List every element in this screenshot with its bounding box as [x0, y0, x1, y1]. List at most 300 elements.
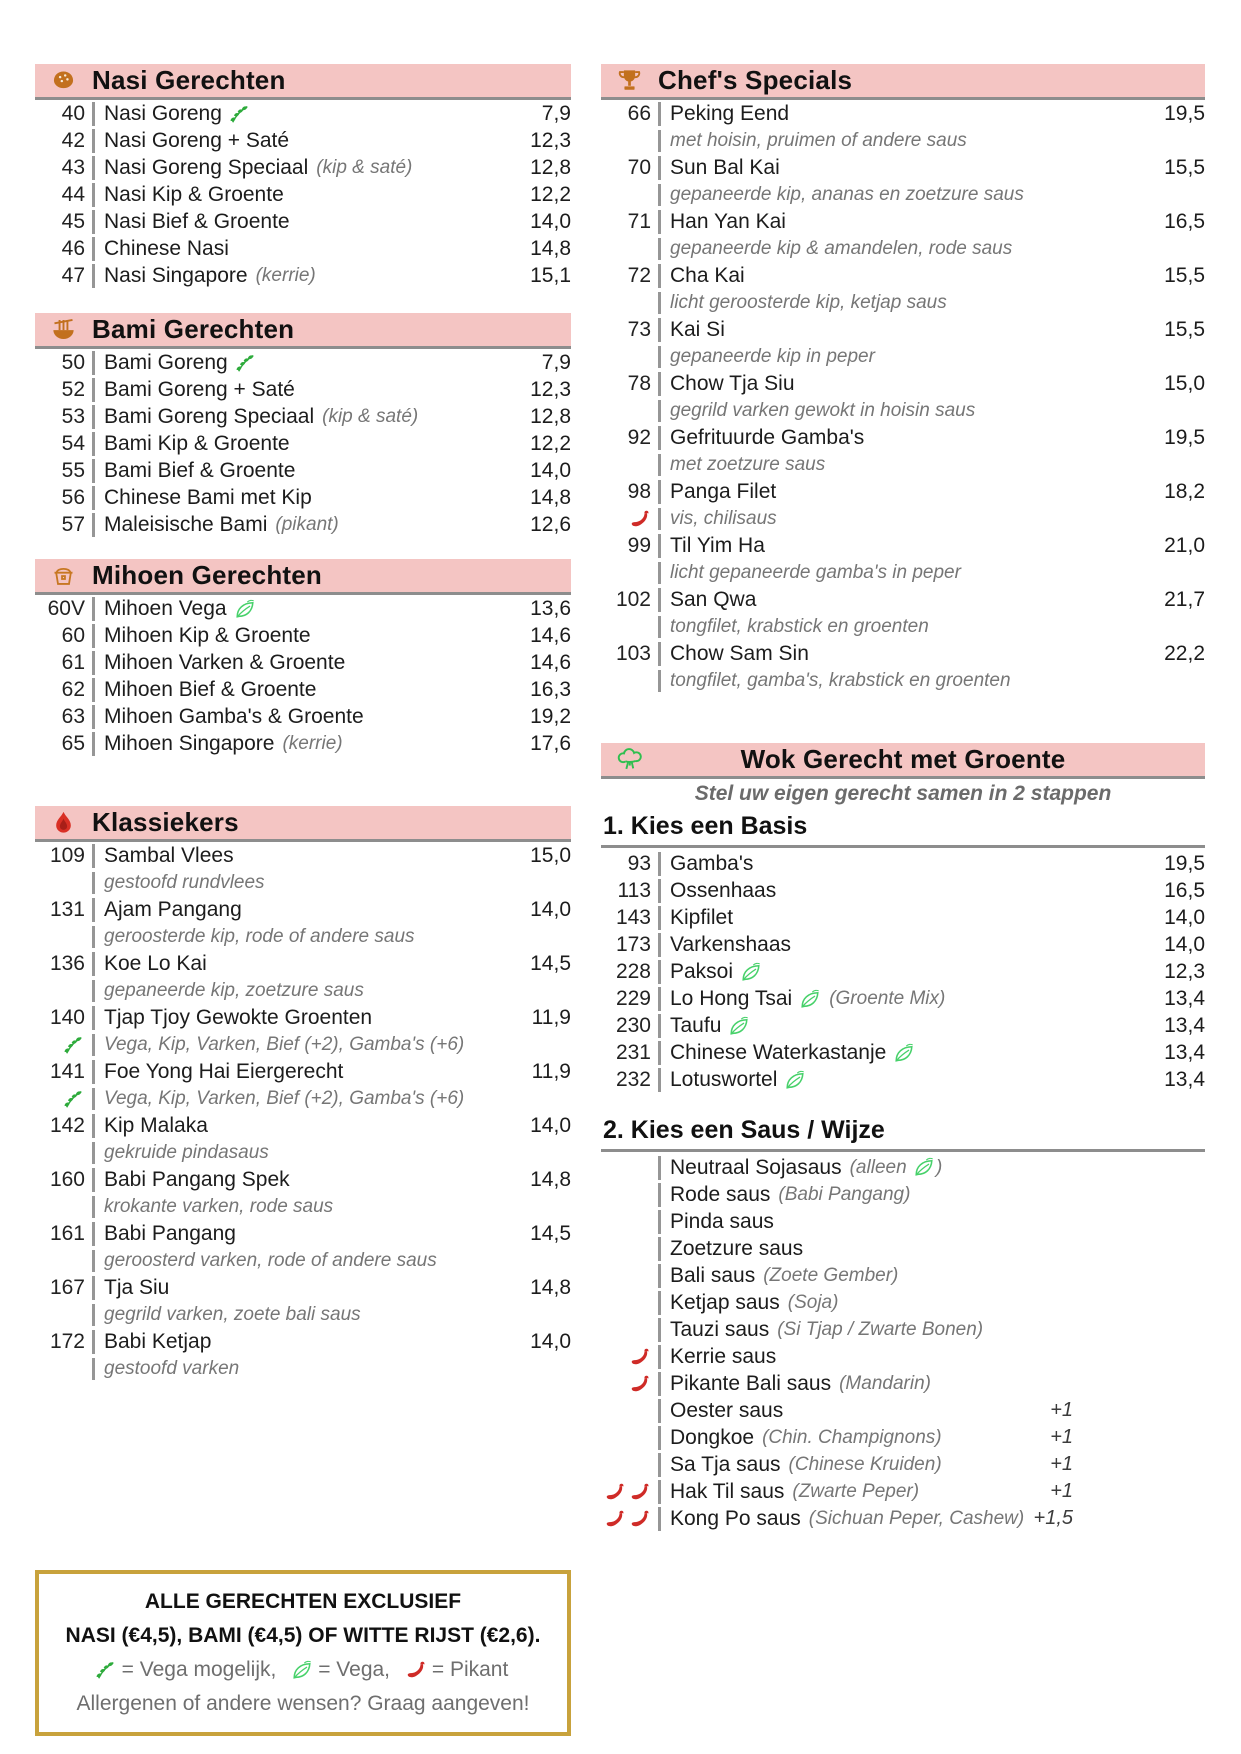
item-body [658, 1068, 1205, 1092]
item-description: gepaneerde kip in peper [670, 345, 875, 367]
item-body [658, 1507, 1205, 1531]
item-description: geroosterde kip, rode of andere saus [104, 925, 415, 947]
item-number: 113 [617, 878, 651, 902]
item-body [92, 952, 571, 976]
item-number: 56 [61, 485, 85, 509]
item-description-row [35, 1139, 571, 1166]
item-price: 13,4 [1164, 1067, 1205, 1091]
item-number-cell [601, 264, 658, 288]
item-description-body [658, 454, 1205, 476]
item-description: krokante varken, rode saus [104, 1195, 334, 1217]
menu-item-row [601, 1066, 1205, 1093]
item-diet-mark [740, 961, 762, 983]
item-description-row [601, 559, 1205, 586]
item-number-cell [601, 960, 658, 984]
menu-item-row [601, 985, 1205, 1012]
item-description-body [658, 400, 1205, 422]
item-body [92, 129, 571, 153]
item-price: 13,4 [1164, 1013, 1205, 1037]
item-name: Kip Malaka [104, 1113, 208, 1137]
item-name: Mihoen Bief & Groente [104, 677, 317, 701]
item-price: 12,6 [530, 512, 571, 536]
item-number-cell [601, 534, 658, 558]
item-note: (kip & saté) [316, 156, 413, 178]
item-price: 12,8 [530, 404, 571, 428]
menu-item-row [601, 1343, 1205, 1370]
item-body [658, 588, 1205, 612]
left-sections [35, 64, 571, 1382]
item-number-cell [35, 732, 92, 756]
item-description-body [92, 980, 571, 1002]
item-name: Ajam Pangang [104, 897, 242, 921]
item-name: Babi Ketjap [104, 1329, 212, 1353]
leaf-outline-icon [728, 1015, 750, 1037]
menu-item-row [35, 403, 571, 430]
item-number: 160 [49, 1167, 85, 1191]
item-note: (Zoete Gember) [763, 1264, 899, 1286]
menu-item-row [601, 1316, 1205, 1343]
item-body [658, 1291, 1205, 1315]
item-price: 11,9 [531, 1005, 571, 1029]
item-number-cell [35, 264, 92, 288]
item-number: 98 [627, 479, 651, 503]
item-note: (Babi Pangang) [778, 1183, 911, 1205]
item-description: met hoisin, pruimen of andere saus [670, 129, 967, 151]
item-description-row [601, 289, 1205, 316]
item-name: Bami Kip & Groente [104, 431, 290, 455]
item-name: Chow Sam Sin [670, 641, 809, 665]
item-description-row [601, 451, 1205, 478]
item-body [658, 102, 1205, 126]
menu-item-row [601, 877, 1205, 904]
item-price: 18,2 [1164, 479, 1205, 503]
item-number: 40 [61, 101, 85, 125]
item-number: 172 [49, 1329, 85, 1353]
item-number-cell [35, 486, 92, 510]
item-price: 19,5 [1164, 851, 1205, 875]
item-number: 230 [615, 1013, 651, 1037]
item-name: Foe Yong Hai Eiergerecht [104, 1059, 344, 1083]
item-description-row [601, 235, 1205, 262]
item-description-body [658, 670, 1205, 692]
menu-item-row [601, 1012, 1205, 1039]
item-number-cell [601, 906, 658, 930]
item-body [658, 534, 1205, 558]
menu-item-row [601, 100, 1205, 127]
menu-item-row [35, 730, 571, 757]
item-number-cell [35, 952, 92, 976]
item-number-cell [601, 210, 658, 234]
menu-item-row [35, 1220, 571, 1247]
item-name: Kerrie saus [670, 1344, 777, 1368]
item-number: 65 [61, 731, 85, 755]
item-body [658, 1372, 1205, 1396]
item-description-body [92, 1304, 571, 1326]
menu-item-row [35, 235, 571, 262]
menu-item-row [35, 208, 571, 235]
item-price: 7,9 [541, 350, 571, 374]
section-nasi-gerechten [35, 64, 571, 289]
item-description-body [658, 562, 1205, 584]
item-note: (Chinese Kruiden) [788, 1453, 942, 1475]
item-body [92, 378, 571, 402]
item-number-cell [35, 651, 92, 675]
noodle-bowl-icon [50, 316, 77, 343]
item-description-body [658, 130, 1205, 152]
item-body [92, 678, 571, 702]
item-name: Gefrituurde Gamba's [670, 425, 865, 449]
item-number-cell [35, 597, 92, 621]
item-name: Chinese Waterkastanje [670, 1040, 887, 1064]
item-price: 14,0 [530, 1113, 571, 1137]
item-number-cell [35, 513, 92, 537]
item-body [92, 486, 571, 510]
item-supplement: +1 [1050, 1480, 1073, 1502]
item-body [658, 960, 1205, 984]
item-number-cell [35, 351, 92, 375]
item-description-row [601, 181, 1205, 208]
item-name: Pinda saus [670, 1209, 774, 1233]
section-header [601, 64, 1205, 100]
item-price: 19,5 [1164, 425, 1205, 449]
item-body [92, 898, 571, 922]
wok-step1-title: 1. Kies een Basis [601, 809, 1205, 848]
item-name: Mihoen Gamba's & Groente [104, 704, 364, 728]
item-price: 13,6 [530, 596, 571, 620]
item-body [92, 405, 571, 429]
item-body [92, 624, 571, 648]
item-description-body [658, 292, 1205, 314]
item-number: 102 [615, 587, 651, 611]
item-price: 19,2 [530, 704, 571, 728]
item-body [658, 480, 1205, 504]
menu-item-row [601, 1397, 1205, 1424]
item-name: Bami Bief & Groente [104, 458, 296, 482]
item-note: (Si Tjap / Zwarte Bonen) [777, 1318, 984, 1340]
item-price: 22,2 [1164, 641, 1205, 665]
item-body [92, 1168, 571, 1192]
section-chef-s-specials [601, 64, 1205, 694]
leaf-filled-icon [229, 103, 251, 125]
item-description: licht gepaneerde gamba's in peper [670, 561, 961, 583]
item-description-body [92, 1358, 571, 1380]
menu-item-row [35, 262, 571, 289]
item-number: 62 [61, 677, 85, 701]
item-name: Tja Siu [104, 1275, 170, 1299]
item-name: San Qwa [670, 587, 757, 611]
menu-item-row [35, 622, 571, 649]
item-number: 141 [49, 1059, 85, 1083]
item-price: 14,8 [530, 1275, 571, 1299]
item-body [92, 597, 571, 621]
item-price: 16,5 [1164, 209, 1205, 233]
item-number-cell [601, 879, 658, 903]
item-number: 72 [627, 263, 651, 287]
item-price: 19,5 [1164, 101, 1205, 125]
item-description-row [35, 869, 571, 896]
item-number: 173 [615, 932, 651, 956]
item-body [92, 432, 571, 456]
item-number: 231 [615, 1040, 651, 1064]
item-price: 16,5 [1164, 878, 1205, 902]
item-number-cell [601, 372, 658, 396]
item-number-cell [601, 642, 658, 666]
item-price: 15,1 [530, 263, 571, 287]
item-body [92, 264, 571, 288]
item-price: 12,2 [530, 182, 571, 206]
item-number-cell [601, 1346, 658, 1368]
item-note: (Sichuan Peper, Cashew) [808, 1507, 1025, 1529]
item-name: Sambal Vlees [104, 843, 234, 867]
item-description-row [601, 397, 1205, 424]
item-price: 17,6 [530, 731, 571, 755]
item-body [92, 1222, 571, 1246]
menu-item-row [601, 904, 1205, 931]
item-description-mark-cell [35, 1088, 92, 1110]
item-name: Babi Pangang [104, 1221, 236, 1245]
item-description-row [35, 1085, 571, 1112]
item-description-body [92, 1088, 571, 1110]
notice-line-4: Allergenen of andere wensen? Graag aangeven! [76, 1692, 530, 1715]
item-body [658, 642, 1205, 666]
item-body [658, 987, 1205, 1011]
chili-icon [629, 1373, 651, 1395]
item-number-cell [601, 588, 658, 612]
wok-saus-list [601, 1154, 1205, 1532]
item-name: Panga Filet [670, 479, 777, 503]
menu-item-row [601, 370, 1205, 397]
menu-item-row [35, 1112, 571, 1139]
item-name: Tjap Tjoy Gewokte Groenten [104, 1005, 373, 1029]
menu-item-row [35, 376, 571, 403]
item-description: gepaneerde kip, ananas en zoetzure saus [670, 183, 1024, 205]
menu-item-row [601, 1039, 1205, 1066]
item-body [658, 1210, 1205, 1234]
item-name: Kong Po saus [670, 1506, 801, 1530]
item-name: Neutraal Sojasaus [670, 1155, 842, 1179]
menu-item-row [601, 1370, 1205, 1397]
item-name: Bali saus [670, 1263, 756, 1287]
item-number-cell [35, 102, 92, 126]
item-price: 15,5 [1164, 317, 1205, 341]
item-description-row [35, 923, 571, 950]
section-bami-gerechten [35, 313, 571, 538]
item-number-cell [35, 210, 92, 234]
item-body [92, 732, 571, 756]
takeout-basket-icon-wrap [35, 562, 92, 589]
menu-item-row [35, 1166, 571, 1193]
item-name: Tauzi saus [670, 1317, 770, 1341]
item-body [658, 264, 1205, 288]
item-description: tongfilet, krabstick en groenten [670, 615, 929, 637]
menu-item-row [35, 484, 571, 511]
item-description: met zoetzure saus [670, 453, 826, 475]
item-price: 14,0 [530, 897, 571, 921]
item-body [658, 1237, 1205, 1261]
item-number: 109 [49, 843, 85, 867]
item-description-row [35, 1193, 571, 1220]
section-chefs-specials [601, 64, 1205, 694]
item-number: 131 [49, 897, 85, 921]
item-name: Taufu [670, 1013, 722, 1037]
menu-item-row [601, 316, 1205, 343]
item-price: 11,9 [531, 1059, 571, 1083]
menu-item-row [35, 595, 571, 622]
item-price: 14,8 [530, 485, 571, 509]
item-description-body [92, 1196, 571, 1218]
legend-text: = Pikant [431, 1658, 509, 1681]
leaf-outline-icon [913, 1156, 935, 1178]
legend-text: = Vega mogelijk, [121, 1658, 277, 1681]
wok-section-title: Wok Gerecht met Groente [740, 744, 1066, 774]
item-name: Mihoen Vega [104, 596, 227, 620]
item-note: (Groente Mix) [829, 987, 946, 1009]
section-title: Mihoen Gerechten [92, 560, 323, 590]
menu-item-row [601, 208, 1205, 235]
item-name: Ossenhaas [670, 878, 777, 902]
notice-box [35, 1570, 571, 1736]
item-price: 12,3 [530, 377, 571, 401]
item-number-cell [35, 129, 92, 153]
menu-item-row [601, 1262, 1205, 1289]
item-number-cell [35, 678, 92, 702]
item-price: 21,0 [1164, 533, 1205, 557]
chili-icon [604, 1481, 626, 1503]
item-description-mark-cell [35, 1034, 92, 1056]
item-name: Bami Goreng + Saté [104, 377, 295, 401]
item-name: Hak Til saus [670, 1479, 785, 1503]
item-number: 140 [49, 1005, 85, 1029]
item-diet-mark [799, 988, 821, 1010]
item-number: 44 [61, 182, 85, 206]
menu-item-row [35, 100, 571, 127]
item-number-cell [601, 426, 658, 450]
item-description: gegrild varken, zoete bali saus [104, 1303, 361, 1325]
item-number-cell [601, 933, 658, 957]
item-body [92, 459, 571, 483]
item-description-row [35, 1247, 571, 1274]
item-price: 12,3 [530, 128, 571, 152]
item-number-cell [35, 705, 92, 729]
item-body [92, 513, 571, 537]
item-price: 14,6 [530, 650, 571, 674]
item-name: Pikante Bali saus [670, 1371, 832, 1395]
item-name: Varkenshaas [670, 932, 792, 956]
item-body [658, 906, 1205, 930]
item-name: Lotuswortel [670, 1067, 778, 1091]
chili-icon [405, 1659, 427, 1681]
item-description: gestoofd rundvlees [104, 871, 265, 893]
menu-item-row [35, 676, 571, 703]
item-price: 12,3 [1164, 959, 1205, 983]
item-price: 15,5 [1164, 155, 1205, 179]
item-body [658, 156, 1205, 180]
leaf-outline-icon [291, 1659, 313, 1681]
item-body [92, 1276, 571, 1300]
item-number-cell [35, 1330, 92, 1354]
item-number: 93 [627, 851, 651, 875]
item-diet-mark [234, 598, 256, 620]
item-diet-mark [229, 103, 251, 125]
leaf-outline-icon [784, 1069, 806, 1091]
item-number: 71 [627, 209, 651, 233]
item-name: Lo Hong Tsai [670, 986, 793, 1010]
item-number-cell [601, 1068, 658, 1092]
menu-item-row [601, 1289, 1205, 1316]
item-description: vis, chilisaus [670, 507, 777, 529]
section-title: Nasi Gerechten [92, 65, 286, 95]
item-note: (pikant) [275, 513, 339, 535]
item-price: 16,3 [530, 677, 571, 701]
item-body [658, 1156, 1205, 1180]
item-name: Chinese Bami met Kip [104, 485, 312, 509]
menu-item-row [601, 478, 1205, 505]
item-note: (kip & saté) [322, 405, 419, 427]
item-name: Mihoen Singapore [104, 731, 275, 755]
item-price: 14,0 [530, 1329, 571, 1353]
item-number: 43 [61, 155, 85, 179]
item-number-cell [601, 480, 658, 504]
item-number-cell [601, 156, 658, 180]
flame-icon [50, 809, 77, 836]
menu-item-row [35, 896, 571, 923]
item-note: (Soja) [787, 1291, 839, 1313]
item-number-cell [35, 1276, 92, 1300]
item-number: 60 [61, 623, 85, 647]
notice-line-2: NASI (€4,5), BAMI (€4,5) OF WITTE RIJST (€2,6). [65, 1624, 541, 1647]
item-description: tongfilet, gamba's, krabstick en groenten [670, 669, 1011, 691]
item-price: 15,5 [1164, 263, 1205, 287]
item-number-cell [601, 318, 658, 342]
chili-icon [629, 508, 651, 530]
item-number-cell [35, 1060, 92, 1084]
item-number-cell [601, 1373, 658, 1395]
item-body [92, 651, 571, 675]
item-note: (Mandarin) [839, 1372, 931, 1394]
leaf-outline-icon [234, 598, 256, 620]
item-number: 92 [627, 425, 651, 449]
item-body [658, 372, 1205, 396]
item-number: 57 [61, 512, 85, 536]
item-name: Babi Pangang Spek [104, 1167, 290, 1191]
menu-item-row [601, 154, 1205, 181]
leaf-filled-icon [95, 1659, 117, 1681]
menu-item-row [35, 1274, 571, 1301]
item-price: 15,0 [530, 843, 571, 867]
item-name: Nasi Goreng Speciaal [104, 155, 309, 179]
wok-subtitle: Stel uw eigen gerecht samen in 2 stappen [694, 782, 1112, 805]
leaf-filled-icon [63, 1088, 85, 1110]
menu-item-row [35, 703, 571, 730]
menu-item-row [601, 1505, 1205, 1532]
item-body [92, 183, 571, 207]
item-number-cell [35, 1168, 92, 1192]
item-description-body [658, 184, 1205, 206]
section-mihoen-gerechten [35, 559, 571, 757]
menu-item-row [601, 1181, 1205, 1208]
item-description-row [601, 127, 1205, 154]
item-description-mark-cell [601, 508, 658, 530]
item-body [92, 1114, 571, 1138]
item-description-body [92, 926, 571, 948]
item-note: (Zwarte Peper) [792, 1480, 920, 1502]
item-number: 70 [627, 155, 651, 179]
item-price: 14,0 [530, 209, 571, 233]
item-price: 12,2 [530, 431, 571, 455]
item-number-cell [35, 459, 92, 483]
item-number-cell [35, 1222, 92, 1246]
item-number: 66 [627, 101, 651, 125]
